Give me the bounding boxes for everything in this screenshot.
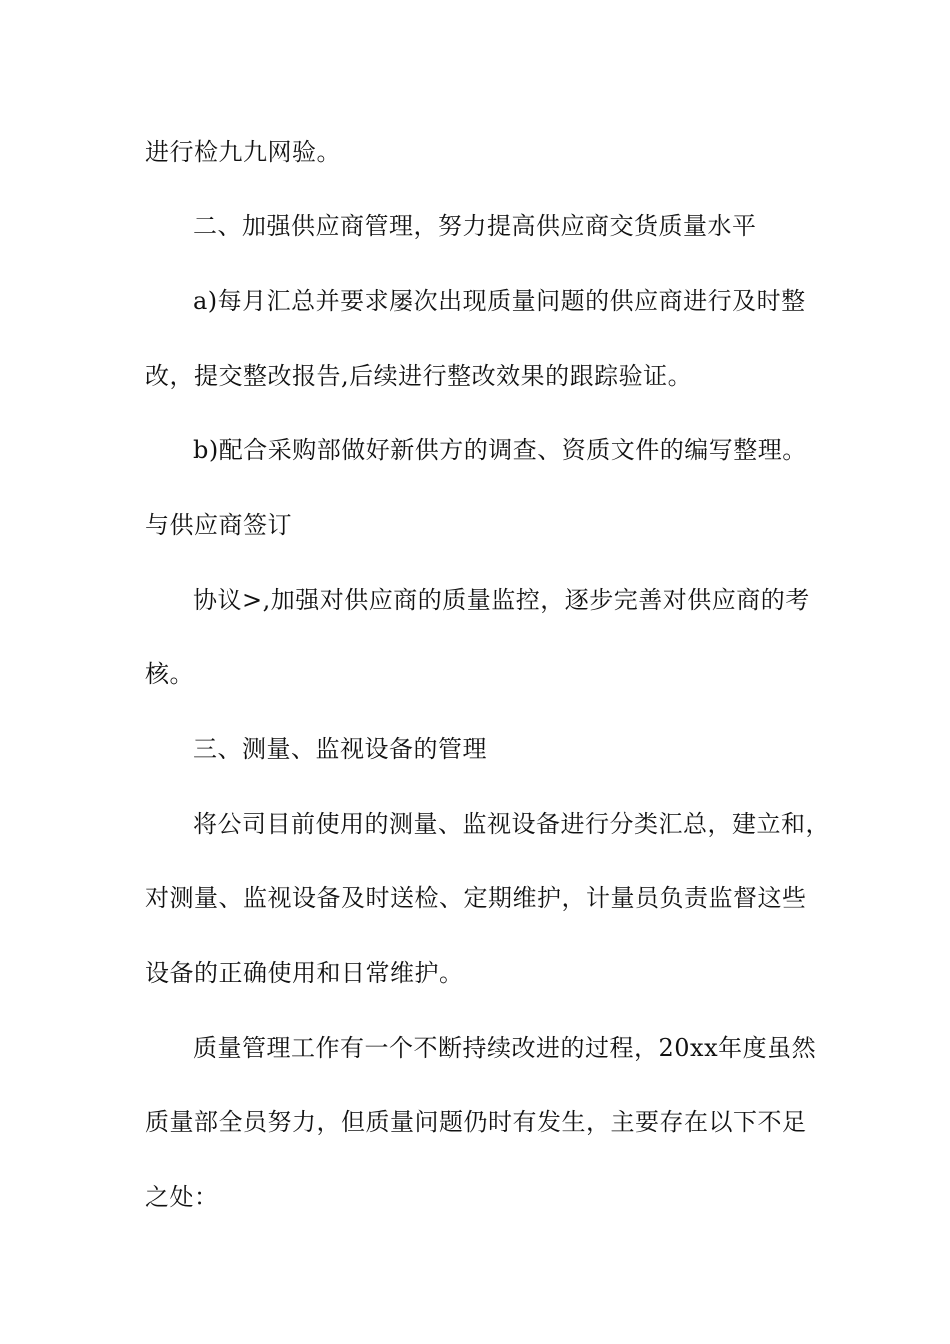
text-line-equipment: 将公司目前使用的测量、监视设备进行分类汇总，建立和，	[193, 810, 830, 838]
text-line-b-cont: 与供应商签订	[145, 511, 292, 539]
text-line-equipment-cont-1: 对测量、监视设备及时送检、定期维护，计量员负责监督这些	[145, 884, 807, 912]
text-line-summary-cont-1: 质量部全员努力，但质量问题仍时有发生，主要存在以下不足	[145, 1108, 807, 1136]
text-line-a-cont: 改，提交整改报告,后续进行整改效果的跟踪验证。	[145, 362, 693, 390]
text-line-equipment-cont-2: 设备的正确使用和日常维护。	[145, 959, 464, 987]
text-line-a: a)每月汇总并要求屡次出现质量问题的供应商进行及时整	[193, 287, 806, 315]
text-line-summary-cont-2: 之处：	[145, 1183, 219, 1211]
text-line-1: 进行检九九网验。	[145, 138, 341, 166]
text-line-summary: 质量管理工作有一个不断持续改进的过程，20xx年度虽然	[193, 1034, 817, 1062]
section-heading-2: 二、加强供应商管理，努力提高供应商交货质量水平	[193, 212, 757, 240]
text-line-agreement-cont: 核。	[145, 660, 194, 688]
text-line-agreement: 协议>,加强对供应商的质量监控，逐步完善对供应商的考	[193, 586, 810, 614]
text-line-b: b)配合采购部做好新供方的调查、资质文件的编写整理。	[193, 436, 807, 464]
section-heading-3: 三、测量、监视设备的管理	[193, 735, 487, 763]
